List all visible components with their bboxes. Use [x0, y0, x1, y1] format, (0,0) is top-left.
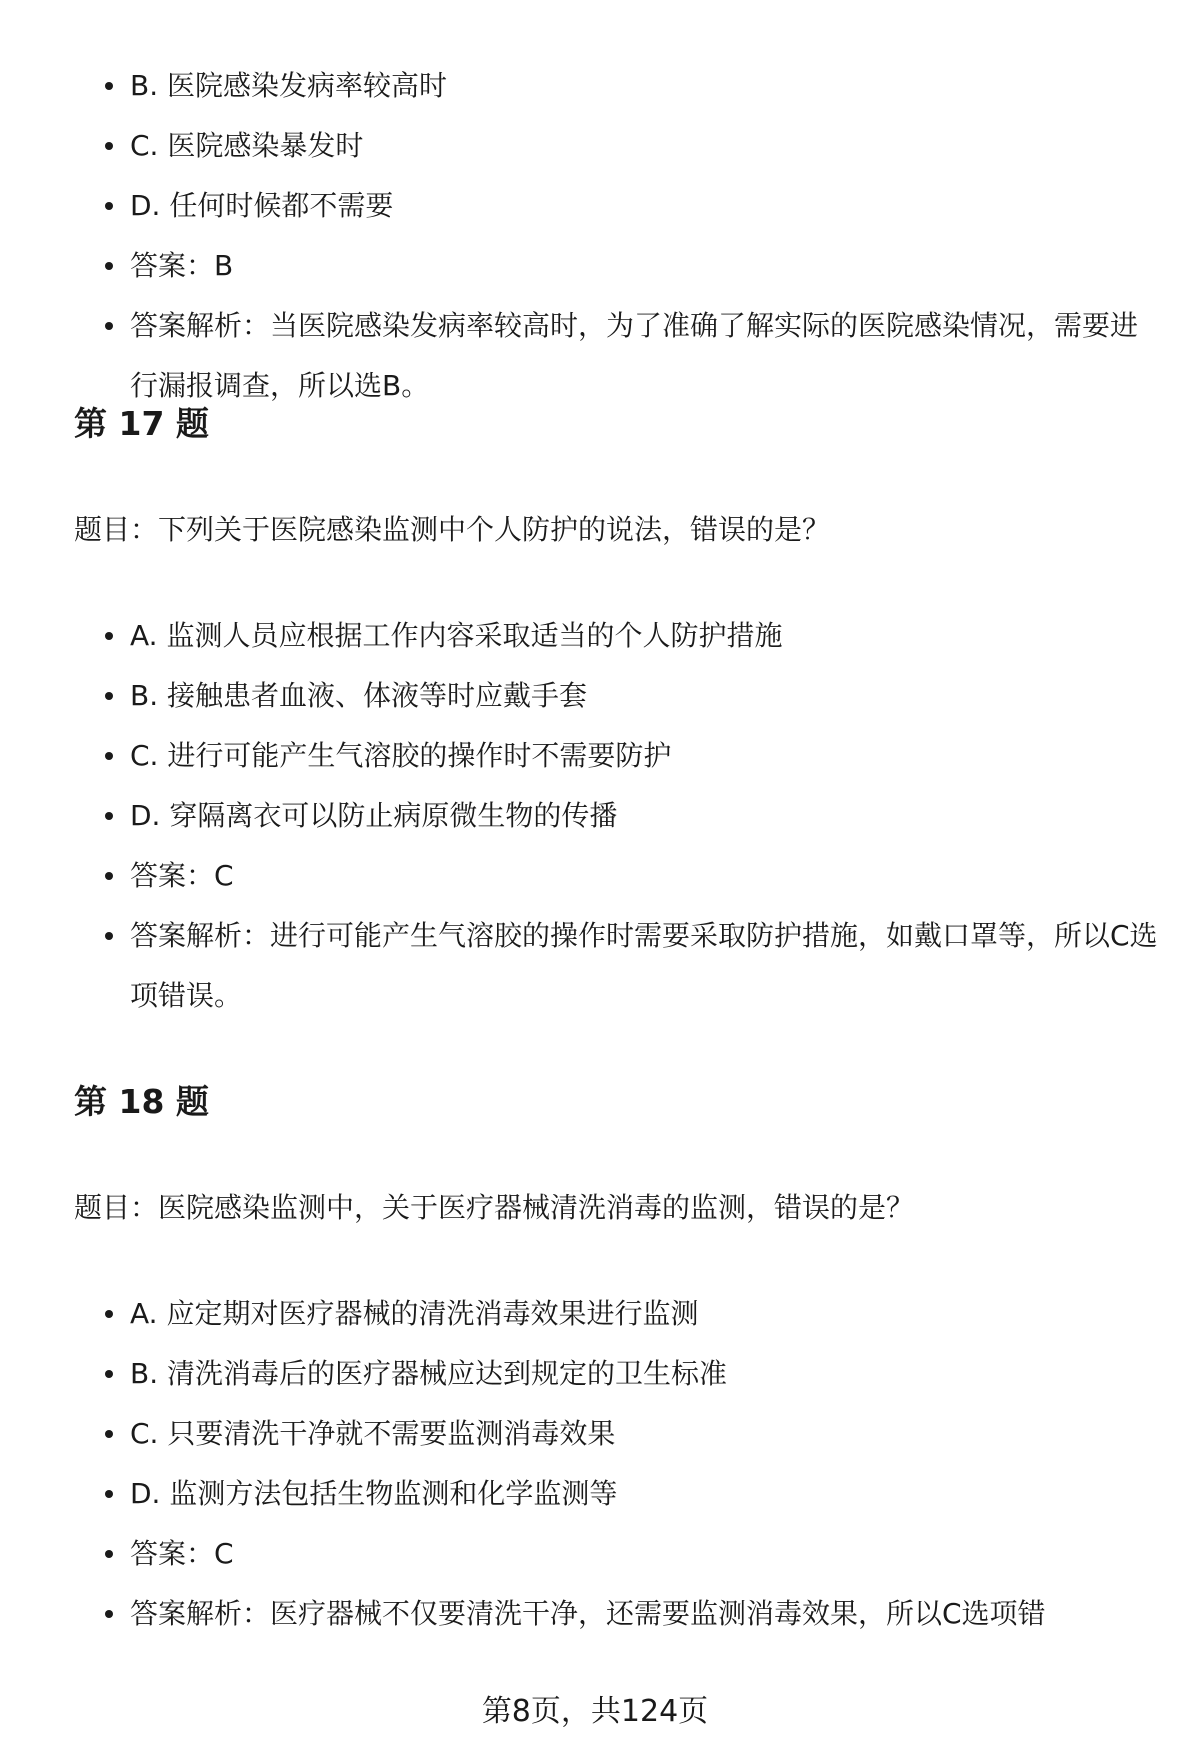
question-heading: 第 18 题	[74, 1082, 209, 1121]
option-b: B. 接触患者血液、体液等时应戴手套	[74, 666, 1160, 726]
option-d: D. 穿隔离衣可以防止病原微生物的传播	[74, 786, 1160, 846]
page-number: 第8页，共124页	[481, 1694, 709, 1729]
answer-explanation: 答案解析：当医院感染发病率较高时，为了准确了解实际的医院感染情况，需要进行漏报调查，所以选B。	[74, 296, 1160, 416]
option-b: B. 医院感染发病率较高时	[74, 56, 1160, 116]
answer: 答案：C	[74, 1524, 1160, 1584]
option-list	[74, 56, 1160, 416]
option-a: A. 监测人员应根据工作内容采取适当的个人防护措施	[74, 606, 1160, 666]
option-d: D. 监测方法包括生物监测和化学监测等	[74, 1464, 1160, 1524]
option-c: C. 医院感染暴发时	[74, 116, 1160, 176]
answer: 答案：C	[74, 846, 1160, 906]
option-b: B. 清洗消毒后的医疗器械应达到规定的卫生标准	[74, 1344, 1160, 1404]
question-stem: 题目：下列关于医院感染监测中个人防护的说法，错误的是？	[74, 513, 831, 546]
question-heading: 第 17 题	[74, 404, 209, 443]
answer: 答案：B	[74, 236, 1160, 296]
question-18	[74, 1078, 1160, 1644]
option-list	[74, 606, 1160, 1026]
option-c: C. 进行可能产生气溶胶的操作时不需要防护	[74, 726, 1160, 786]
document-body	[74, 56, 1160, 1644]
answer-explanation: 答案解析：医疗器械不仅要清洗干净，还需要监测消毒效果，所以C选项错	[74, 1584, 1160, 1644]
question-stem: 题目：医院感染监测中，关于医疗器械清洗消毒的监测，错误的是？	[74, 1191, 915, 1224]
option-a: A. 应定期对医疗器械的清洗消毒效果进行监测	[74, 1284, 1160, 1344]
question-17	[74, 400, 1160, 1078]
option-list	[74, 1284, 1160, 1644]
option-c: C. 只要清洗干净就不需要监测消毒效果	[74, 1404, 1160, 1464]
question-16-continued	[74, 56, 1160, 400]
answer-explanation: 答案解析：进行可能产生气溶胶的操作时需要采取防护措施，如戴口罩等，所以C选项错误。	[74, 906, 1160, 1026]
option-d: D. 任何时候都不需要	[74, 176, 1160, 236]
